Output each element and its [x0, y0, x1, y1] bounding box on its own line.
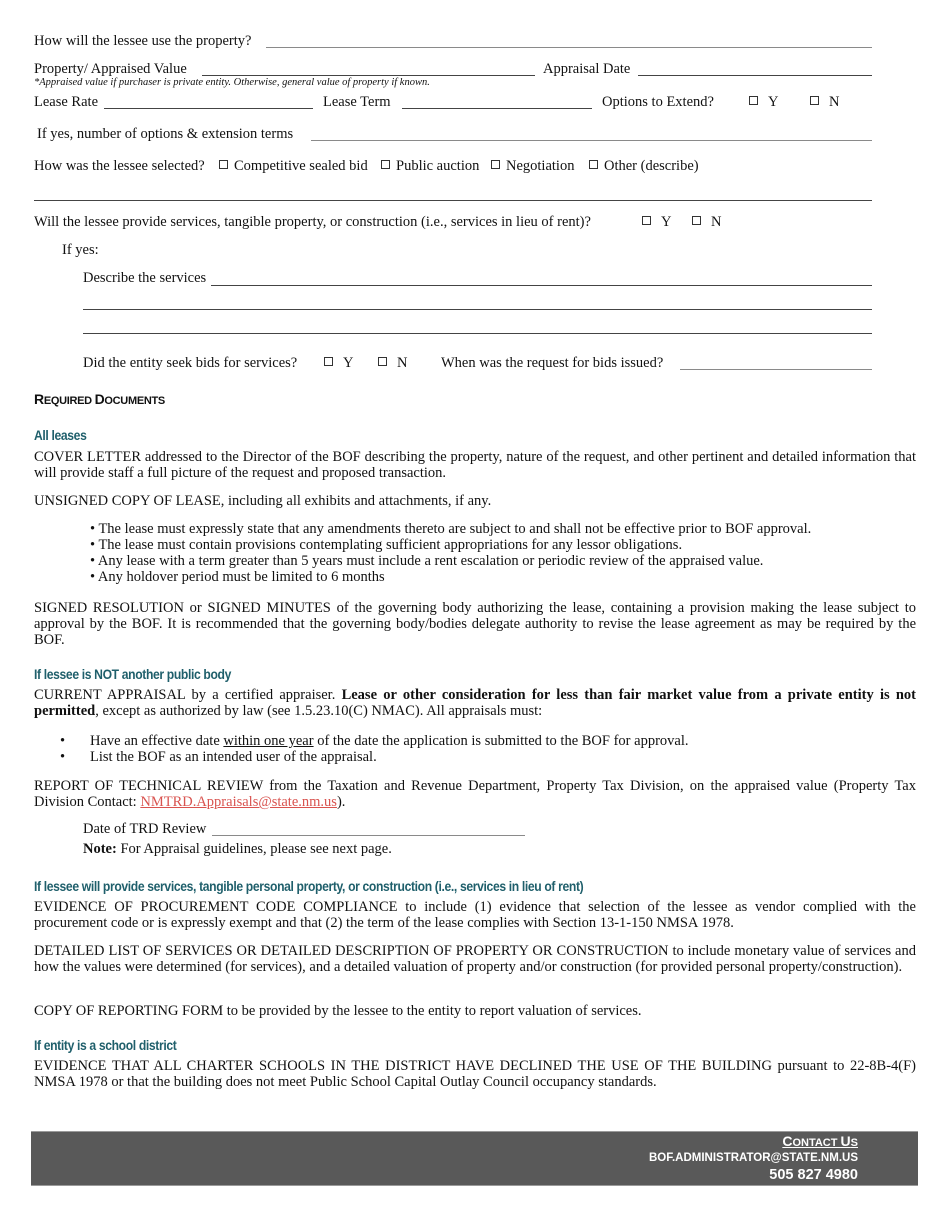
describe-services-field-1[interactable] [211, 285, 872, 286]
use-label: How will the lessee use the property? [34, 33, 252, 49]
unsigned-copy-text: UNSIGNED COPY OF LEASE, including all exhibits and attachments, if any. [34, 493, 492, 509]
selection-other-field[interactable] [34, 200, 872, 201]
appraised-note: *Appraised value if purchaser is private entity. Otherwise, general value of property if known. [34, 77, 430, 88]
request-issued-field[interactable] [680, 369, 872, 370]
checkbox-icon[interactable] [692, 216, 701, 225]
charter-schools-text: EVIDENCE THAT ALL CHARTER SCHOOLS IN THE DISTRICT HAVE DECLINED THE USE OF THE BUILDING pursuant to 22-8B-4(F) NMSA 1978 or that the building does not meet Public School Capital Outlay Council occupancy standards. [34, 1058, 916, 1090]
checkbox-icon[interactable] [810, 96, 819, 105]
contact-email[interactable]: BOF.ADMINISTRATOR@STATE.NM.US [648, 1152, 858, 1164]
bullet-icon: • [60, 733, 66, 749]
checkbox-icon[interactable] [219, 160, 228, 169]
required-documents-heading: REQUIRED DOCUMENTS [34, 391, 165, 407]
appraisal-bullet: List the BOF as an intended user of the appraisal. [90, 749, 377, 765]
cover-letter-text: COVER LETTER addressed to the Director of the BOF describing the property, nature of the request, and other pertinent and detailed information that will provide staff a full picture of the request and proposed transaction. [34, 449, 916, 481]
contact-us-heading: CONTACT US [782, 1133, 858, 1149]
options-terms-label: If yes, number of options & extension terms [37, 126, 294, 142]
services-no[interactable]: N [692, 214, 721, 231]
describe-services-field-3[interactable] [83, 333, 872, 334]
contact-footer [31, 1131, 918, 1186]
use-field[interactable] [266, 47, 872, 48]
checkbox-icon[interactable] [491, 160, 500, 169]
appraisal-note: Note: For Appraisal guidelines, please see next page. [83, 841, 392, 857]
lease-bullet: • The lease must expressly state that any amendments thereto are subject to and shall not be effective prior to BOF approval. [90, 521, 812, 537]
reporting-form-text: COPY OF REPORTING FORM to be provided by the lessee to the entity to report valuation of services. [34, 1003, 642, 1019]
services-heading: If lessee will provide services, tangible personal property, or construction (i.e., services in lieu of rent) [34, 879, 584, 894]
checkbox-icon[interactable] [642, 216, 651, 225]
lease-term-label: Lease Term [323, 94, 391, 110]
selection-public-auction[interactable]: Public auction [381, 158, 479, 175]
appraised-value-label: Property/ Appraised Value [34, 61, 187, 77]
appraisal-date-field[interactable] [638, 75, 872, 76]
appraised-value-field[interactable] [202, 75, 535, 76]
request-issued-label: When was the request for bids issued? [441, 355, 664, 371]
not-public-heading: If lessee is NOT another public body [34, 667, 232, 682]
lease-rate-label: Lease Rate [34, 94, 99, 110]
services-yes[interactable]: Y [642, 214, 671, 231]
signed-resolution-text: SIGNED RESOLUTION or SIGNED MINUTES of the governing body authorizing the lease, containing a provision making the lease subject to approval by the BOF. It is recommended that the governing body/bodies delegate authority to revise the lease agreement as may be required by the BOF. [34, 600, 916, 648]
selection-competitive-sealed-bid[interactable]: Competitive sealed bid [219, 158, 368, 175]
services-label: Will the lessee provide services, tangible property, or construction (i.e., services in lieu of rent)? [34, 214, 591, 230]
selection-other[interactable]: Other (describe) [589, 158, 699, 175]
all-leases-heading: All leases [34, 428, 87, 443]
lease-bullet: • The lease must contain provisions contemplating sufficient appropriations for any lessor obligations. [90, 537, 683, 553]
seek-bids-label: Did the entity seek bids for services? [83, 355, 298, 371]
appraisal-date-label: Appraisal Date [543, 61, 631, 77]
checkbox-icon[interactable] [378, 357, 387, 366]
selection-negotiation[interactable]: Negotiation [491, 158, 574, 175]
seek-bids-no[interactable]: N [378, 355, 407, 372]
detailed-list-text: DETAILED LIST OF SERVICES OR DETAILED DESCRIPTION OF PROPERTY OR CONSTRUCTION to include monetary value of services and how the values were determined (for services), and a detailed valuation of property and/or construction (for provided personal property/construction). [34, 943, 916, 975]
selection-label: How was the lessee selected? [34, 158, 205, 174]
lease-bullet: • Any holdover period must be limited to 6 months [90, 569, 385, 585]
trd-date-field[interactable] [212, 835, 525, 836]
bullet-icon: • [60, 749, 66, 765]
seek-bids-yes[interactable]: Y [324, 355, 353, 372]
trd-email-link[interactable]: NMTRD.Appraisals@state.nm.us [140, 794, 337, 810]
trd-date-label: Date of TRD Review [83, 821, 207, 837]
checkbox-icon[interactable] [589, 160, 598, 169]
appraisal-text: CURRENT APPRAISAL by a certified appraiser. Lease or other consideration for less than fair market value from a private entity is not permitted, except as authorized by law (see 1.5.23.10(C) NMAC). All appraisals must: [34, 687, 916, 719]
school-district-heading: If entity is a school district [34, 1038, 177, 1053]
describe-services-field-2[interactable] [83, 309, 872, 310]
appraisal-bullet: Have an effective date within one year of the date the application is submitted to the BOF for approval. [90, 733, 689, 749]
options-extend-yes[interactable]: Y [749, 94, 778, 111]
trd-review-text: REPORT OF TECHNICAL REVIEW from the Taxation and Revenue Department, Property Tax Division, on the appraised value (Property Tax Division Contact: NMTRD.Appraisals@state.nm.us). [34, 778, 916, 810]
procurement-text: EVIDENCE OF PROCUREMENT CODE COMPLIANCE to include (1) evidence that selection of the lessee as vendor complied with the procurement code or is expressly exempt and that (2) the term of the lease complies with Section 13-1-150 NMSA 1978. [34, 899, 916, 931]
lease-rate-field[interactable] [104, 108, 313, 109]
describe-services-label: Describe the services [83, 270, 207, 286]
checkbox-icon[interactable] [324, 357, 333, 366]
checkbox-icon[interactable] [381, 160, 390, 169]
lease-term-field[interactable] [402, 108, 592, 109]
checkbox-icon[interactable] [749, 96, 758, 105]
options-extend-no[interactable]: N [810, 94, 839, 111]
options-extend-label: Options to Extend? [602, 94, 714, 110]
lease-bullet: • Any lease with a term greater than 5 years must include a rent escalation or periodic review of the appraised value. [90, 553, 764, 569]
if-yes-label: If yes: [62, 242, 99, 258]
options-terms-field[interactable] [311, 140, 872, 141]
contact-phone: 505 827 4980 [769, 1167, 858, 1183]
